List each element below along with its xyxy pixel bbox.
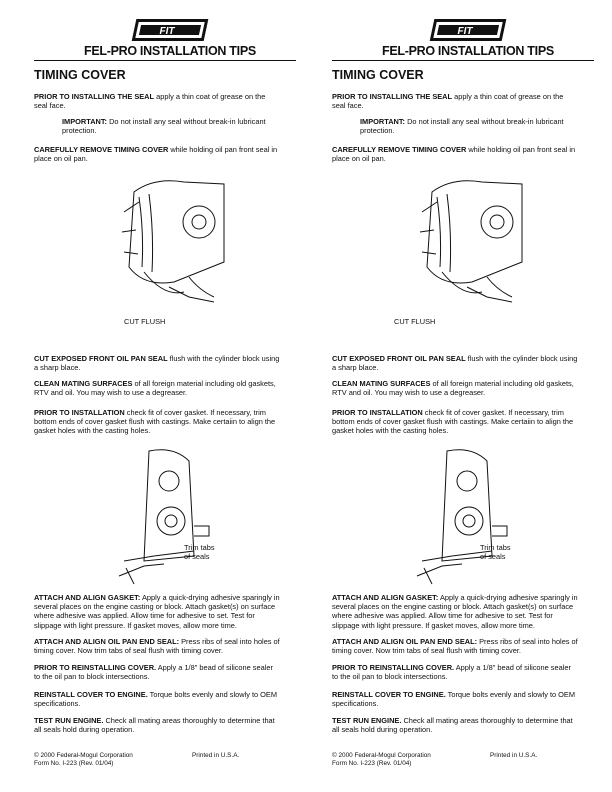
- step-remove-cover: CAREFULLY REMOVE TIMING COVER while holding oil pan front seal in place on oil pan.: [34, 145, 278, 164]
- copyright: © 2000 Federal-Mogul Corporation: [34, 752, 133, 759]
- trim-tabs-label: Trim tabs of seals: [184, 543, 215, 561]
- important-note: IMPORTANT: Do not install any seal without break-in lubricant protection.: [360, 117, 564, 136]
- page-title: TIMING COVER: [332, 68, 424, 82]
- step-attach-end-seal: ATTACH AND ALIGN OIL PAN END SEAL: Press ribs of seal into holes of timing cover. Now trim tabs of seal flush with timing cover.: [34, 637, 280, 656]
- step-test-run: TEST RUN ENGINE. Check all mating areas thoroughly to determine that all seals hold during operation.: [34, 716, 275, 735]
- fit-logo-text: FIT: [457, 26, 473, 37]
- step-remove-cover: CAREFULLY REMOVE TIMING COVER while holding oil pan front seal in place on oil pan.: [332, 145, 576, 164]
- step-grease-seal: PRIOR TO INSTALLING THE SEAL apply a thin coat of grease on the seal face.: [34, 92, 266, 111]
- instruction-sheet-right: [332, 0, 594, 792]
- printed-in: Printed in U.S.A.: [490, 752, 538, 759]
- important-note: IMPORTANT: Do not install any seal without break-in lubricant protection.: [62, 117, 266, 136]
- step-attach-gasket: ATTACH AND ALIGN GASKET: Apply a quick-drying adhesive sparingly in several places on the engine casting or block. Attach gasket(s) on surface where adhesive was applied. Allow time for adhesive to set. Test for slippage with light pressure. If gasket moves, allow more time.: [332, 593, 578, 630]
- fit-logo-text: FIT: [159, 26, 175, 37]
- brand-heading: FEL-PRO INSTALLATION TIPS: [382, 44, 554, 58]
- divider: [34, 60, 296, 61]
- cut-flush-illustration: [412, 172, 532, 312]
- step-cut-seal: CUT EXPOSED FRONT OIL PAN SEAL flush with the cylinder block using a sharp blace.: [332, 354, 578, 373]
- trim-tabs-label: Trim tabs of seals: [480, 543, 511, 561]
- brand-heading: FEL-PRO INSTALLATION TIPS: [84, 44, 256, 58]
- fit-logo: [427, 16, 511, 44]
- trim-tabs-illustration: [412, 446, 522, 586]
- footer: [34, 752, 296, 768]
- step-reinstall-cover: REINSTALL COVER TO ENGINE. Torque bolts evenly and slowly to OEM specifications.: [34, 690, 278, 709]
- cut-flush-label: CUT FLUSH: [124, 317, 166, 326]
- step-check-fit: PRIOR TO INSTALLATION check fit of cover gasket. If necessary, trim bottom ends of cover gasket flush with castings. Make certaiin to align the gasket holes with the casting holes.: [34, 408, 276, 436]
- step-attach-gasket: ATTACH AND ALIGN GASKET: Apply a quick-drying adhesive sparingly in several places on the engine casting or block. Attach gasket(s) on surface where adhesive was applied. Allow time for adhesive to set. Test for slippage with light pressure. If gasket moves, allow more time.: [34, 593, 280, 630]
- printed-in: Printed in U.S.A.: [192, 752, 240, 759]
- instruction-sheet-left: [34, 0, 296, 792]
- step-silicone-bead: PRIOR TO REINSTALLING COVER. Apply a 1/8" bead of silicone sealer to the oil pan to block intersections.: [34, 663, 273, 682]
- form-number: Form No. I-223 (Rev. 01/04): [332, 760, 412, 767]
- step-clean-surfaces: CLEAN MATING SURFACES of all foreign material including old gaskets, RTV and oil. You may wish to use a degreaser.: [34, 379, 276, 398]
- divider: [332, 60, 594, 61]
- step-silicone-bead: PRIOR TO REINSTALLING COVER. Apply a 1/8" bead of silicone sealer to the oil pan to block intersections.: [332, 663, 571, 682]
- step-test-run: TEST RUN ENGINE. Check all mating areas thoroughly to determine that all seals hold during operation.: [332, 716, 573, 735]
- step-check-fit: PRIOR TO INSTALLATION check fit of cover gasket. If necessary, trim bottom ends of cover gasket flush with castings. Make certaiin to align the gasket holes with the casting holes.: [332, 408, 574, 436]
- page-title: TIMING COVER: [34, 68, 126, 82]
- cut-flush-label: CUT FLUSH: [394, 317, 436, 326]
- step-grease-seal: PRIOR TO INSTALLING THE SEAL apply a thin coat of grease on the seal face.: [332, 92, 564, 111]
- step-clean-surfaces: CLEAN MATING SURFACES of all foreign material including old gaskets, RTV and oil. You may wish to use a degreaser.: [332, 379, 574, 398]
- footer: [332, 752, 594, 768]
- fit-logo: [129, 16, 213, 44]
- step-cut-seal: CUT EXPOSED FRONT OIL PAN SEAL flush with the cylinder block using a sharp blace.: [34, 354, 280, 373]
- cut-flush-illustration: [114, 172, 234, 312]
- copyright: © 2000 Federal-Mogul Corporation: [332, 752, 431, 759]
- form-number: Form No. I-223 (Rev. 01/04): [34, 760, 114, 767]
- step-attach-end-seal: ATTACH AND ALIGN OIL PAN END SEAL: Press ribs of seal into holes of timing cover. Now trim tabs of seal flush with timing cover.: [332, 637, 578, 656]
- step-reinstall-cover: REINSTALL COVER TO ENGINE. Torque bolts evenly and slowly to OEM specifications.: [332, 690, 576, 709]
- trim-tabs-illustration: [114, 446, 224, 586]
